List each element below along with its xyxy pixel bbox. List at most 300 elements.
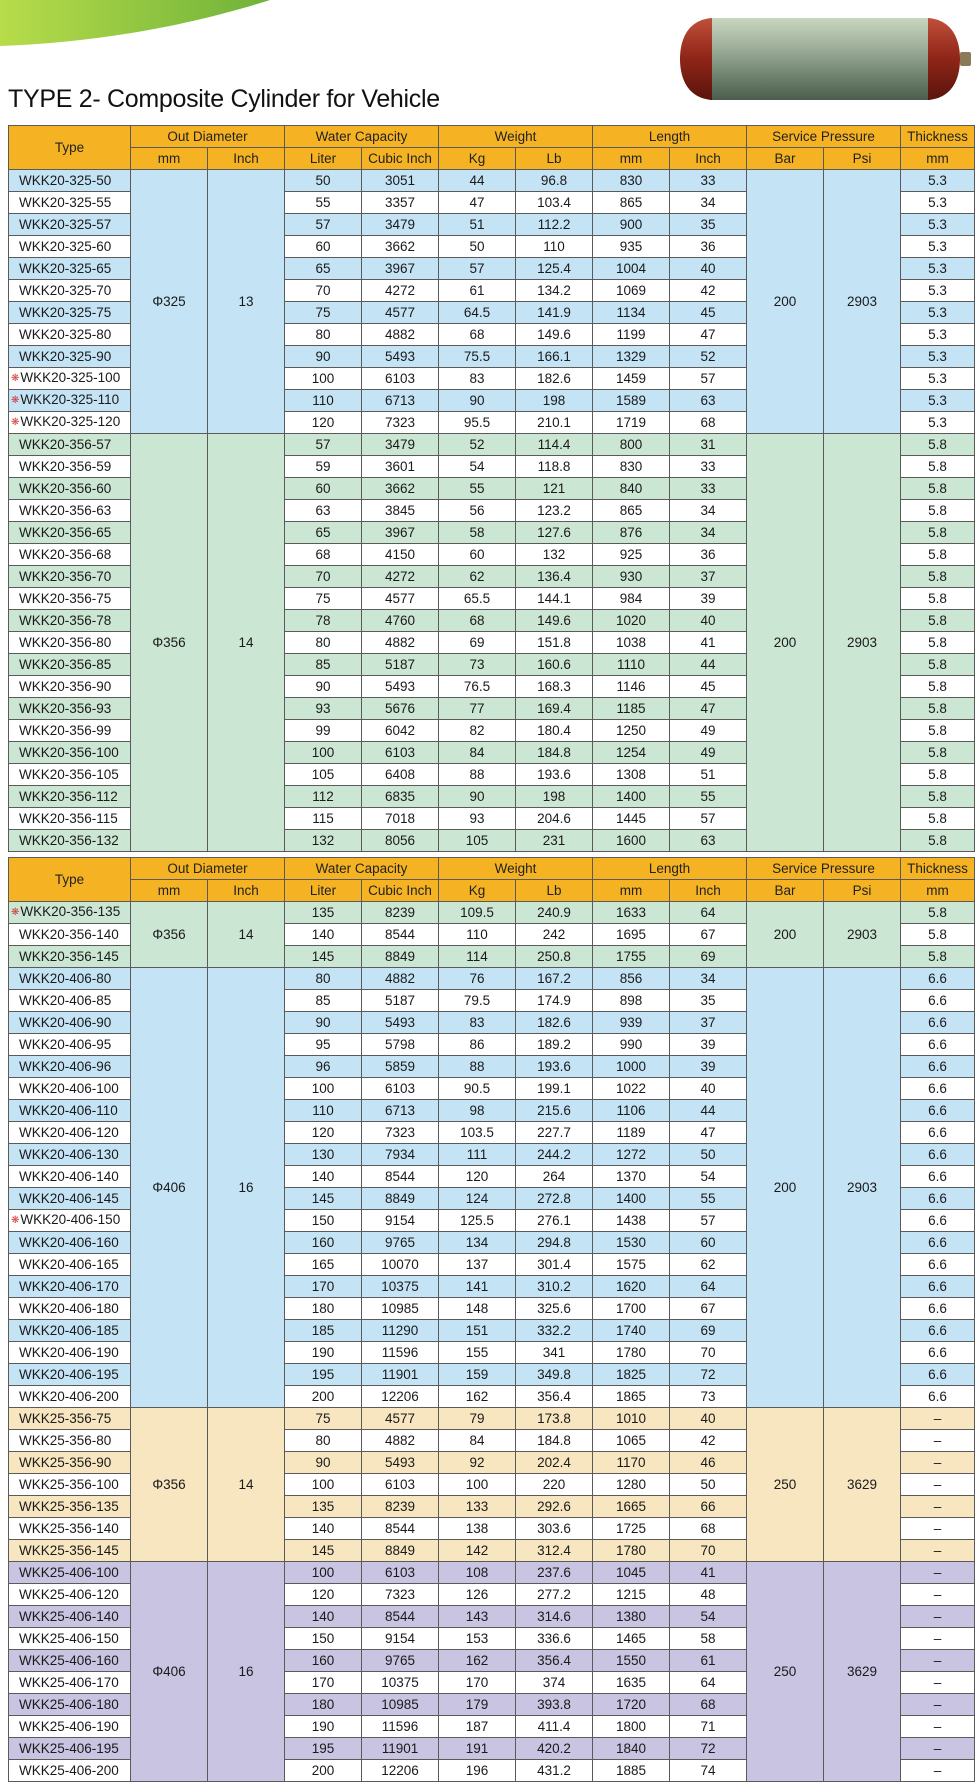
header-out-diameter: Out Diameter bbox=[131, 858, 285, 880]
cell-lb: 393.8 bbox=[516, 1694, 593, 1716]
asterisk-icon: ❋ bbox=[11, 1215, 20, 1226]
cell-kg: 114 bbox=[439, 946, 516, 968]
cell-type: WKK20-406-165 bbox=[9, 1254, 131, 1276]
cell-thickness: – bbox=[901, 1694, 975, 1716]
cell-thickness: – bbox=[901, 1562, 975, 1584]
cell-kg: 75.5 bbox=[439, 346, 516, 368]
cell-mm: 865 bbox=[593, 192, 670, 214]
cell-liter: 140 bbox=[285, 1518, 362, 1540]
cell-type: WKK20-406-100 bbox=[9, 1078, 131, 1100]
cell-kg: 170 bbox=[439, 1672, 516, 1694]
cell-cubic: 7018 bbox=[362, 808, 439, 830]
cell-pressure-bar: 250 bbox=[747, 1408, 824, 1562]
cell-mm: 830 bbox=[593, 170, 670, 192]
cell-kg: 143 bbox=[439, 1606, 516, 1628]
cell-kg: 110 bbox=[439, 924, 516, 946]
cell-liter: 85 bbox=[285, 654, 362, 676]
cell-lb: 174.9 bbox=[516, 990, 593, 1012]
cell-diameter-inch: 16 bbox=[208, 968, 285, 1408]
cell-kg: 179 bbox=[439, 1694, 516, 1716]
cell-type: WKK20-406-195 bbox=[9, 1364, 131, 1386]
cell-thickness: 5.3 bbox=[901, 258, 975, 280]
cell-inch: 33 bbox=[670, 170, 747, 192]
cell-inch: 47 bbox=[670, 1122, 747, 1144]
cell-cubic: 4577 bbox=[362, 302, 439, 324]
cell-liter: 75 bbox=[285, 1408, 362, 1430]
cell-kg: 155 bbox=[439, 1342, 516, 1364]
cell-inch: 33 bbox=[670, 456, 747, 478]
cell-inch: 49 bbox=[670, 720, 747, 742]
header-unit: mm bbox=[593, 148, 670, 170]
cell-liter: 59 bbox=[285, 456, 362, 478]
cell-liter: 145 bbox=[285, 946, 362, 968]
cell-cubic: 12206 bbox=[362, 1760, 439, 1782]
cell-type: WKK25-406-190 bbox=[9, 1716, 131, 1738]
cell-pressure-psi: 2903 bbox=[824, 434, 901, 852]
cell-inch: 64 bbox=[670, 1276, 747, 1298]
cell-kg: 69 bbox=[439, 632, 516, 654]
cell-inch: 31 bbox=[670, 434, 747, 456]
cell-thickness: – bbox=[901, 1628, 975, 1650]
cell-kg: 52 bbox=[439, 434, 516, 456]
cell-lb: 411.4 bbox=[516, 1716, 593, 1738]
cell-mm: 1254 bbox=[593, 742, 670, 764]
cell-mm: 1308 bbox=[593, 764, 670, 786]
cell-cubic: 5859 bbox=[362, 1056, 439, 1078]
cell-thickness: 5.8 bbox=[901, 808, 975, 830]
cell-liter: 99 bbox=[285, 720, 362, 742]
cell-thickness: 5.3 bbox=[901, 324, 975, 346]
cell-cubic: 7934 bbox=[362, 1144, 439, 1166]
cell-liter: 180 bbox=[285, 1694, 362, 1716]
cell-liter: 170 bbox=[285, 1276, 362, 1298]
cell-cubic: 4882 bbox=[362, 1430, 439, 1452]
cell-type: WKK20-406-130 bbox=[9, 1144, 131, 1166]
cell-cubic: 11901 bbox=[362, 1364, 439, 1386]
cell-inch: 34 bbox=[670, 522, 747, 544]
cell-thickness: 6.6 bbox=[901, 1034, 975, 1056]
cell-kg: 82 bbox=[439, 720, 516, 742]
cell-kg: 77 bbox=[439, 698, 516, 720]
cell-lb: 149.6 bbox=[516, 610, 593, 632]
cell-liter: 78 bbox=[285, 610, 362, 632]
cell-thickness: 5.8 bbox=[901, 946, 975, 968]
cell-liter: 135 bbox=[285, 1496, 362, 1518]
cell-kg: 65.5 bbox=[439, 588, 516, 610]
cell-liter: 90 bbox=[285, 676, 362, 698]
cell-cubic: 10985 bbox=[362, 1694, 439, 1716]
cell-kg: 79 bbox=[439, 1408, 516, 1430]
cell-mm: 1065 bbox=[593, 1430, 670, 1452]
cell-thickness: – bbox=[901, 1408, 975, 1430]
cell-liter: 100 bbox=[285, 368, 362, 390]
cell-liter: 200 bbox=[285, 1760, 362, 1782]
cell-lb: 199.1 bbox=[516, 1078, 593, 1100]
cell-thickness: 5.3 bbox=[901, 302, 975, 324]
cell-thickness: 6.6 bbox=[901, 1276, 975, 1298]
cell-cubic: 3051 bbox=[362, 170, 439, 192]
cell-liter: 185 bbox=[285, 1320, 362, 1342]
cell-lb: 312.4 bbox=[516, 1540, 593, 1562]
cell-lb: 301.4 bbox=[516, 1254, 593, 1276]
cell-type: WKK25-356-75 bbox=[9, 1408, 131, 1430]
cell-thickness: 6.6 bbox=[901, 1298, 975, 1320]
cell-lb: 189.2 bbox=[516, 1034, 593, 1056]
header-service-pressure: Service Pressure bbox=[747, 126, 901, 148]
cell-kg: 73 bbox=[439, 654, 516, 676]
cell-kg: 86 bbox=[439, 1034, 516, 1056]
cell-mm: 1589 bbox=[593, 390, 670, 412]
cell-diameter-mm: Φ356 bbox=[131, 902, 208, 968]
cell-pressure-psi: 2903 bbox=[824, 968, 901, 1408]
cell-kg: 88 bbox=[439, 764, 516, 786]
cell-inch: 35 bbox=[670, 990, 747, 1012]
cell-kg: 84 bbox=[439, 1430, 516, 1452]
cell-kg: 103.5 bbox=[439, 1122, 516, 1144]
cell-lb: 341 bbox=[516, 1342, 593, 1364]
cell-lb: 244.2 bbox=[516, 1144, 593, 1166]
cell-inch: 54 bbox=[670, 1166, 747, 1188]
cell-inch: 57 bbox=[670, 808, 747, 830]
cell-mm: 939 bbox=[593, 1012, 670, 1034]
cell-lb: 325.6 bbox=[516, 1298, 593, 1320]
cell-mm: 1215 bbox=[593, 1584, 670, 1606]
cell-thickness: 5.8 bbox=[901, 566, 975, 588]
cell-thickness: 6.6 bbox=[901, 1254, 975, 1276]
cell-cubic: 8849 bbox=[362, 946, 439, 968]
cell-mm: 1146 bbox=[593, 676, 670, 698]
header-unit: Inch bbox=[670, 148, 747, 170]
cell-cubic: 4882 bbox=[362, 324, 439, 346]
header-type: Type bbox=[9, 858, 131, 902]
cell-liter: 140 bbox=[285, 1606, 362, 1628]
cell-liter: 70 bbox=[285, 280, 362, 302]
cell-type: WKK20-406-190 bbox=[9, 1342, 131, 1364]
cell-liter: 130 bbox=[285, 1144, 362, 1166]
header-unit: Kg bbox=[439, 148, 516, 170]
cell-mm: 925 bbox=[593, 544, 670, 566]
cell-cubic: 3662 bbox=[362, 236, 439, 258]
cell-cubic: 7323 bbox=[362, 1122, 439, 1144]
cell-thickness: 5.8 bbox=[901, 902, 975, 924]
cell-thickness: 5.8 bbox=[901, 676, 975, 698]
cell-mm: 1825 bbox=[593, 1364, 670, 1386]
cell-type: WKK20-356-132 bbox=[9, 830, 131, 852]
cell-cubic: 11290 bbox=[362, 1320, 439, 1342]
cell-inch: 74 bbox=[670, 1760, 747, 1782]
cell-diameter-mm: Φ356 bbox=[131, 1408, 208, 1562]
cell-lb: 204.6 bbox=[516, 808, 593, 830]
header-out-diameter: Out Diameter bbox=[131, 126, 285, 148]
cell-type: WKK20-406-120 bbox=[9, 1122, 131, 1144]
header-weight: Weight bbox=[439, 126, 593, 148]
cell-inch: 36 bbox=[670, 236, 747, 258]
cell-mm: 1010 bbox=[593, 1408, 670, 1430]
cell-cubic: 8239 bbox=[362, 902, 439, 924]
cell-thickness: 6.6 bbox=[901, 1342, 975, 1364]
cell-lb: 198 bbox=[516, 786, 593, 808]
cell-lb: 184.8 bbox=[516, 1430, 593, 1452]
header-water-capacity: Water Capacity bbox=[285, 126, 439, 148]
cell-kg: 60 bbox=[439, 544, 516, 566]
cell-mm: 1665 bbox=[593, 1496, 670, 1518]
cell-cubic: 3967 bbox=[362, 258, 439, 280]
cell-thickness: 5.8 bbox=[901, 588, 975, 610]
cell-type: WKK20-325-55 bbox=[9, 192, 131, 214]
cell-liter: 180 bbox=[285, 1298, 362, 1320]
cell-mm: 1189 bbox=[593, 1122, 670, 1144]
cell-pressure-bar: 200 bbox=[747, 434, 824, 852]
cell-lb: 374 bbox=[516, 1672, 593, 1694]
cell-lb: 127.6 bbox=[516, 522, 593, 544]
header-length: Length bbox=[593, 858, 747, 880]
cell-cubic: 7323 bbox=[362, 412, 439, 434]
cell-kg: 100 bbox=[439, 1474, 516, 1496]
cell-lb: 184.8 bbox=[516, 742, 593, 764]
cell-type: WKK20-406-200 bbox=[9, 1386, 131, 1408]
cell-thickness: 6.6 bbox=[901, 1386, 975, 1408]
header-unit: mm bbox=[131, 148, 208, 170]
cell-lb: 202.4 bbox=[516, 1452, 593, 1474]
cell-thickness: – bbox=[901, 1672, 975, 1694]
cell-inch: 64 bbox=[670, 1672, 747, 1694]
header-unit: mm bbox=[593, 880, 670, 902]
cell-mm: 840 bbox=[593, 478, 670, 500]
cell-type: WKK20-356-99 bbox=[9, 720, 131, 742]
cell-inch: 44 bbox=[670, 654, 747, 676]
cell-type: WKK20-356-100 bbox=[9, 742, 131, 764]
cell-cubic: 3967 bbox=[362, 522, 439, 544]
cell-diameter-mm: Φ325 bbox=[131, 170, 208, 434]
cell-thickness: 5.8 bbox=[901, 632, 975, 654]
cell-kg: 51 bbox=[439, 214, 516, 236]
cell-mm: 1069 bbox=[593, 280, 670, 302]
cell-kg: 105 bbox=[439, 830, 516, 852]
cell-inch: 42 bbox=[670, 1430, 747, 1452]
cell-thickness: 6.6 bbox=[901, 1100, 975, 1122]
cell-liter: 105 bbox=[285, 764, 362, 786]
cell-type: WKK20-356-63 bbox=[9, 500, 131, 522]
cell-kg: 84 bbox=[439, 742, 516, 764]
cell-kg: 126 bbox=[439, 1584, 516, 1606]
cell-lb: 121 bbox=[516, 478, 593, 500]
cell-inch: 52 bbox=[670, 346, 747, 368]
cell-mm: 1740 bbox=[593, 1320, 670, 1342]
header-unit: Liter bbox=[285, 880, 362, 902]
cell-type: WKK20-356-65 bbox=[9, 522, 131, 544]
cell-lb: 356.4 bbox=[516, 1386, 593, 1408]
cell-kg: 109.5 bbox=[439, 902, 516, 924]
cell-cubic: 8544 bbox=[362, 1518, 439, 1540]
header-unit: Inch bbox=[208, 148, 285, 170]
header-unit: mm bbox=[131, 880, 208, 902]
cell-liter: 95 bbox=[285, 1034, 362, 1056]
cell-inch: 39 bbox=[670, 588, 747, 610]
header-unit: mm bbox=[901, 148, 975, 170]
cell-type: WKK20-356-105 bbox=[9, 764, 131, 786]
cell-lb: 112.2 bbox=[516, 214, 593, 236]
table-row bbox=[9, 1562, 975, 1584]
cell-kg: 90.5 bbox=[439, 1078, 516, 1100]
cell-type: WKK20-406-110 bbox=[9, 1100, 131, 1122]
cell-mm: 1575 bbox=[593, 1254, 670, 1276]
cell-liter: 120 bbox=[285, 1122, 362, 1144]
cell-lb: 103.4 bbox=[516, 192, 593, 214]
cell-pressure-psi: 2903 bbox=[824, 170, 901, 434]
cell-liter: 150 bbox=[285, 1628, 362, 1650]
cell-liter: 75 bbox=[285, 588, 362, 610]
cell-liter: 57 bbox=[285, 434, 362, 456]
cell-type: ❋WKK20-406-150 bbox=[9, 1210, 131, 1232]
cell-cubic: 3357 bbox=[362, 192, 439, 214]
cell-type: WKK25-356-135 bbox=[9, 1496, 131, 1518]
cell-type: WKK20-406-95 bbox=[9, 1034, 131, 1056]
cell-kg: 111 bbox=[439, 1144, 516, 1166]
leaf-decoration bbox=[0, 0, 280, 48]
cell-thickness: 5.3 bbox=[901, 390, 975, 412]
cell-lb: 132 bbox=[516, 544, 593, 566]
cell-cubic: 8056 bbox=[362, 830, 439, 852]
cell-liter: 96 bbox=[285, 1056, 362, 1078]
cell-kg: 120 bbox=[439, 1166, 516, 1188]
cell-mm: 1134 bbox=[593, 302, 670, 324]
cell-lb: 180.4 bbox=[516, 720, 593, 742]
cell-cubic: 7323 bbox=[362, 1584, 439, 1606]
cell-cubic: 3479 bbox=[362, 434, 439, 456]
cell-cubic: 6103 bbox=[362, 742, 439, 764]
cell-thickness: – bbox=[901, 1738, 975, 1760]
cell-lb: 160.6 bbox=[516, 654, 593, 676]
cell-lb: 431.2 bbox=[516, 1760, 593, 1782]
cell-thickness: – bbox=[901, 1540, 975, 1562]
cell-type: WKK20-356-78 bbox=[9, 610, 131, 632]
cell-type: WKK20-325-50 bbox=[9, 170, 131, 192]
cell-mm: 1459 bbox=[593, 368, 670, 390]
cell-liter: 132 bbox=[285, 830, 362, 852]
cell-liter: 90 bbox=[285, 346, 362, 368]
cell-cubic: 10985 bbox=[362, 1298, 439, 1320]
cell-inch: 39 bbox=[670, 1056, 747, 1078]
cell-inch: 57 bbox=[670, 368, 747, 390]
cell-thickness: 6.6 bbox=[901, 1144, 975, 1166]
cell-thickness: 6.6 bbox=[901, 1166, 975, 1188]
cell-lb: 237.6 bbox=[516, 1562, 593, 1584]
cell-mm: 898 bbox=[593, 990, 670, 1012]
cell-inch: 50 bbox=[670, 1144, 747, 1166]
cell-inch: 35 bbox=[670, 214, 747, 236]
cell-inch: 34 bbox=[670, 192, 747, 214]
cell-thickness: – bbox=[901, 1452, 975, 1474]
cell-inch: 47 bbox=[670, 698, 747, 720]
cell-inch: 44 bbox=[670, 1100, 747, 1122]
cell-kg: 90 bbox=[439, 786, 516, 808]
spec-table-1 bbox=[8, 125, 975, 852]
cell-cubic: 6713 bbox=[362, 1100, 439, 1122]
cell-cubic: 6713 bbox=[362, 390, 439, 412]
cell-liter: 55 bbox=[285, 192, 362, 214]
cell-inch: 61 bbox=[670, 1650, 747, 1672]
cell-mm: 1106 bbox=[593, 1100, 670, 1122]
cell-inch: 64 bbox=[670, 902, 747, 924]
cell-lb: 182.6 bbox=[516, 1012, 593, 1034]
asterisk-icon: ❋ bbox=[11, 417, 20, 428]
cell-thickness: 5.3 bbox=[901, 346, 975, 368]
cell-kg: 98 bbox=[439, 1100, 516, 1122]
cell-thickness: 5.8 bbox=[901, 456, 975, 478]
cell-type: WKK25-406-160 bbox=[9, 1650, 131, 1672]
cell-liter: 120 bbox=[285, 412, 362, 434]
cell-liter: 60 bbox=[285, 236, 362, 258]
cell-lb: 272.8 bbox=[516, 1188, 593, 1210]
cell-liter: 90 bbox=[285, 1012, 362, 1034]
cell-liter: 110 bbox=[285, 1100, 362, 1122]
cell-diameter-inch: 13 bbox=[208, 170, 285, 434]
cell-cubic: 5187 bbox=[362, 654, 439, 676]
cell-diameter-mm: Φ406 bbox=[131, 1562, 208, 1782]
cell-liter: 100 bbox=[285, 742, 362, 764]
cell-kg: 76 bbox=[439, 968, 516, 990]
cell-type: WKK25-356-80 bbox=[9, 1430, 131, 1452]
asterisk-icon: ❋ bbox=[11, 395, 20, 406]
cell-type: WKK20-406-90 bbox=[9, 1012, 131, 1034]
cell-thickness: 5.3 bbox=[901, 412, 975, 434]
cell-kg: 50 bbox=[439, 236, 516, 258]
cell-cubic: 3845 bbox=[362, 500, 439, 522]
spec-table-2 bbox=[8, 857, 975, 1782]
cell-lb: 114.4 bbox=[516, 434, 593, 456]
cell-thickness: 6.6 bbox=[901, 968, 975, 990]
cell-inch: 71 bbox=[670, 1716, 747, 1738]
cell-mm: 1185 bbox=[593, 698, 670, 720]
cell-mm: 1780 bbox=[593, 1342, 670, 1364]
cell-inch: 69 bbox=[670, 1320, 747, 1342]
cell-type: WKK20-356-115 bbox=[9, 808, 131, 830]
cell-mm: 1272 bbox=[593, 1144, 670, 1166]
cell-kg: 141 bbox=[439, 1276, 516, 1298]
cell-lb: 193.6 bbox=[516, 1056, 593, 1078]
cell-thickness: 5.8 bbox=[901, 786, 975, 808]
cell-thickness: 5.8 bbox=[901, 544, 975, 566]
cell-kg: 44 bbox=[439, 170, 516, 192]
cell-liter: 145 bbox=[285, 1540, 362, 1562]
cell-inch: 33 bbox=[670, 478, 747, 500]
cell-kg: 68 bbox=[439, 324, 516, 346]
cell-thickness: – bbox=[901, 1584, 975, 1606]
header-unit: Inch bbox=[670, 880, 747, 902]
cell-cubic: 8544 bbox=[362, 1166, 439, 1188]
cell-kg: 93 bbox=[439, 808, 516, 830]
cell-inch: 47 bbox=[670, 324, 747, 346]
cell-thickness: 5.8 bbox=[901, 434, 975, 456]
cell-type: WKK25-406-150 bbox=[9, 1628, 131, 1650]
cell-mm: 1000 bbox=[593, 1056, 670, 1078]
cell-inch: 41 bbox=[670, 632, 747, 654]
cell-inch: 72 bbox=[670, 1364, 747, 1386]
cell-mm: 1865 bbox=[593, 1386, 670, 1408]
cell-kg: 55 bbox=[439, 478, 516, 500]
cell-liter: 60 bbox=[285, 478, 362, 500]
cell-kg: 54 bbox=[439, 456, 516, 478]
cell-kg: 133 bbox=[439, 1496, 516, 1518]
cell-inch: 62 bbox=[670, 1254, 747, 1276]
cell-thickness: 6.6 bbox=[901, 1210, 975, 1232]
cell-cubic: 12206 bbox=[362, 1386, 439, 1408]
cell-inch: 57 bbox=[670, 1210, 747, 1232]
cell-liter: 140 bbox=[285, 1166, 362, 1188]
cell-type: WKK20-406-160 bbox=[9, 1232, 131, 1254]
cell-thickness: 5.8 bbox=[901, 720, 975, 742]
table-row bbox=[9, 1408, 975, 1430]
